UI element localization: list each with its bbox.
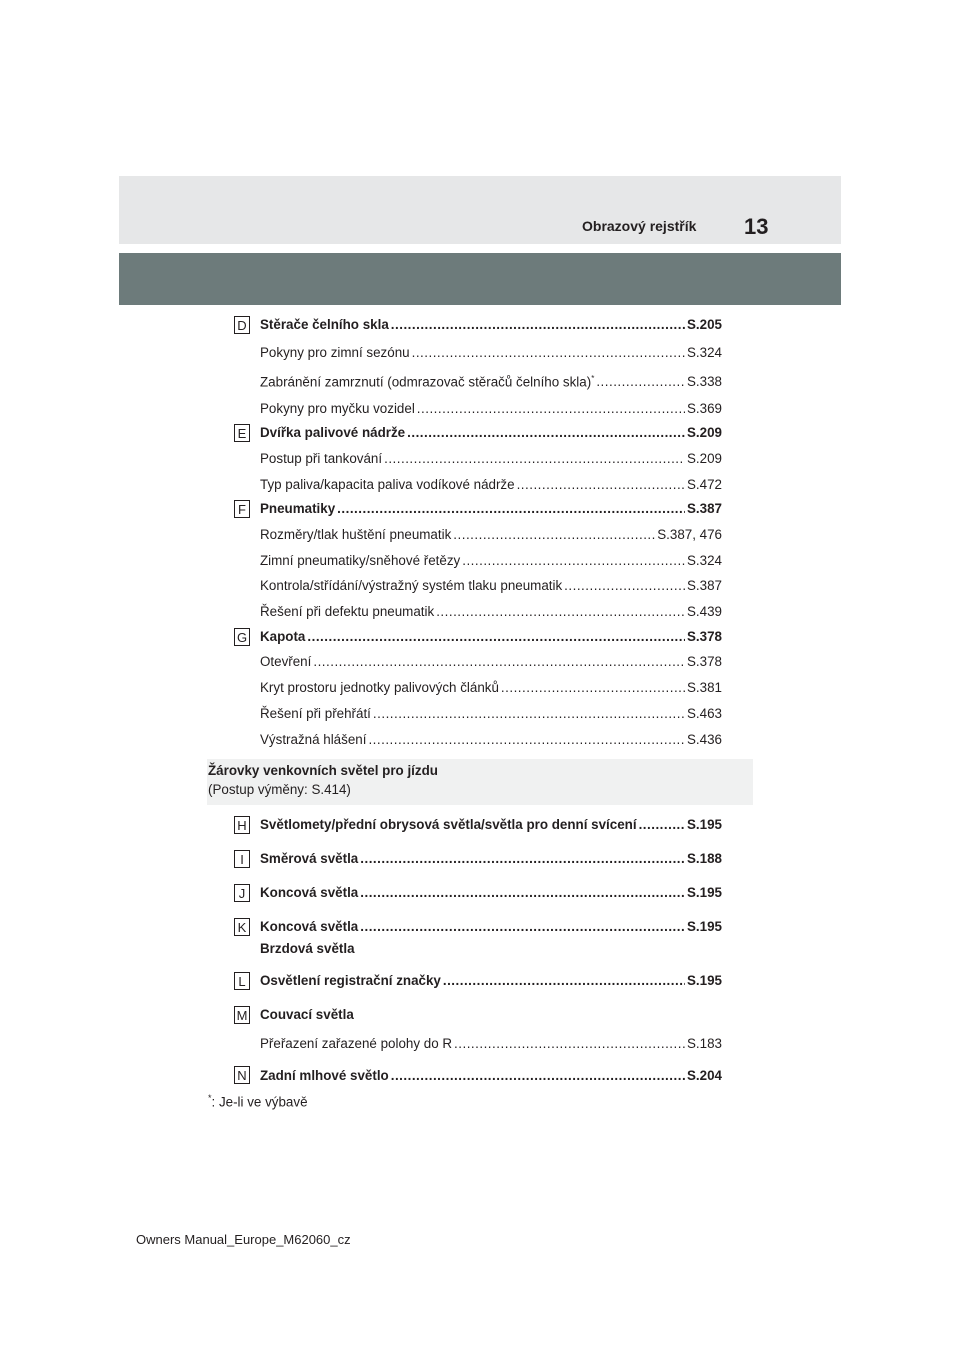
entry-label: Světlomety/přední obrysová světla/světla pro denní svícení xyxy=(260,817,637,832)
bulbs-subtitle: (Postup výměny: S.414) xyxy=(208,782,351,797)
index-entry[interactable] xyxy=(260,578,722,596)
index-entry[interactable] xyxy=(260,706,722,724)
entry-ref: S.195 xyxy=(687,973,722,988)
entry-ref: S.387 xyxy=(687,501,722,516)
leader-dots xyxy=(391,1068,685,1083)
bulb-letter-m: M xyxy=(234,1006,250,1024)
index-entry-extra[interactable] xyxy=(260,941,722,959)
leader-dots xyxy=(360,885,685,900)
bulb-letter-n: N xyxy=(234,1066,250,1084)
index-entry[interactable] xyxy=(260,851,722,869)
entry-ref: S.209 xyxy=(687,451,722,466)
index-entry[interactable] xyxy=(260,973,722,991)
leader-dots xyxy=(639,817,685,832)
index-entry[interactable] xyxy=(260,401,722,419)
bulb-letter-j: J xyxy=(234,884,250,902)
index-entry[interactable] xyxy=(260,654,722,672)
entry-label: Řešení při přehřátí xyxy=(260,706,371,721)
leader-dots xyxy=(307,629,685,644)
entry-label xyxy=(260,374,594,389)
entry-label: Zadní mlhové světlo xyxy=(260,1068,389,1083)
index-entry[interactable] xyxy=(260,604,722,622)
footnote xyxy=(208,1093,308,1109)
entry-label: Osvětlení registrační značky xyxy=(260,973,441,988)
leader-dots xyxy=(462,553,685,568)
entry-ref: S.378 xyxy=(687,629,722,644)
bulb-letter-k: K xyxy=(234,918,250,936)
leader-dots xyxy=(391,317,685,332)
footnote-marker: * xyxy=(208,1093,212,1103)
entry-label: Stěrače čelního skla xyxy=(260,317,389,332)
leader-dots xyxy=(443,973,685,988)
index-entry[interactable] xyxy=(260,732,722,750)
bulb-letter-i: I xyxy=(234,850,250,868)
leader-dots xyxy=(313,654,685,669)
entry-ref: S.387 xyxy=(687,578,722,593)
entry-label: Kapota xyxy=(260,629,306,644)
index-entry[interactable] xyxy=(260,374,722,392)
leader-dots xyxy=(454,1036,685,1051)
entry-label: Směrová světla xyxy=(260,851,359,866)
entry-label: Pneumatiky xyxy=(260,501,336,516)
leader-dots xyxy=(436,604,685,619)
leader-dots xyxy=(360,851,685,866)
leader-dots xyxy=(407,425,685,440)
header-band xyxy=(119,176,841,244)
entry-label: Řešení při defektu pneumatik xyxy=(260,604,435,619)
index-entry[interactable] xyxy=(260,680,722,698)
leader-dots xyxy=(501,680,685,695)
leader-dots xyxy=(360,919,685,934)
entry-ref: S.439 xyxy=(687,604,722,619)
entry-label: Brzdová světla xyxy=(260,941,355,956)
entry-label: Kryt prostoru jednotky palivových článků xyxy=(260,680,499,695)
entry-ref: S.378 xyxy=(687,654,722,669)
entry-ref: S.188 xyxy=(687,851,722,866)
entry-ref: S.369 xyxy=(687,401,722,416)
entry-label: Koncová světla xyxy=(260,885,359,900)
entry-ref: S.195 xyxy=(687,919,722,934)
section-letter-f: F xyxy=(234,500,250,518)
leader-dots xyxy=(517,477,685,492)
entry-label: Zimní pneumatiky/sněhové řetězy xyxy=(260,553,461,568)
entry-label: Typ paliva/kapacita paliva vodíkové nádrže xyxy=(260,477,515,492)
entry-label: Koncová světla xyxy=(260,919,359,934)
section-letter-d: D xyxy=(234,316,250,334)
index-entry[interactable] xyxy=(260,451,722,469)
index-entry[interactable] xyxy=(260,1068,722,1086)
entry-ref: S.183 xyxy=(687,1036,722,1051)
entry-label: Rozměry/tlak huštění pneumatik xyxy=(260,527,452,542)
illustration-band xyxy=(119,253,841,305)
entry-ref: S.338 xyxy=(687,374,722,390)
index-entry[interactable] xyxy=(260,477,722,495)
index-entry[interactable] xyxy=(260,527,722,545)
bulb-letter-l: L xyxy=(234,972,250,990)
entry-ref: S.472 xyxy=(687,477,722,492)
leader-dots xyxy=(412,345,685,360)
entry-ref: S.324 xyxy=(687,345,722,360)
document-footer: Owners Manual_Europe_M62060_cz xyxy=(136,1232,351,1247)
entry-ref: S.204 xyxy=(687,1068,722,1083)
entry-label: Couvací světla xyxy=(260,1007,354,1022)
leader-dots xyxy=(373,706,685,721)
index-entry[interactable] xyxy=(260,553,722,571)
leader-dots xyxy=(596,374,685,389)
entry-label: Postup při tankování xyxy=(260,451,383,466)
index-entry[interactable] xyxy=(260,425,722,443)
leader-dots xyxy=(453,527,655,542)
bulb-letter-h: H xyxy=(234,816,250,834)
page-number: 13 xyxy=(744,214,769,239)
entry-label: Pokyny pro myčku vozidel xyxy=(260,401,415,416)
entry-label: Výstražná hlášení xyxy=(260,732,367,747)
index-entry[interactable] xyxy=(260,817,722,835)
entry-ref: S.209 xyxy=(687,425,722,440)
entry-label: Přeřazení zařazené polohy do R xyxy=(260,1036,453,1051)
index-entry[interactable] xyxy=(260,919,722,937)
index-entry[interactable] xyxy=(260,317,722,335)
footnote-text: : Je-li ve výbavě xyxy=(211,1094,308,1110)
leader-dots xyxy=(564,578,685,593)
entry-ref: S.324 xyxy=(687,553,722,568)
entry-label: Otevření xyxy=(260,654,312,669)
entry-ref: S.195 xyxy=(687,885,722,900)
index-entry[interactable] xyxy=(260,501,722,519)
leader-dots xyxy=(384,451,685,466)
footnote-marker: * xyxy=(591,374,595,383)
index-entry[interactable] xyxy=(260,629,722,647)
section-letter-g: G xyxy=(234,628,250,646)
entry-ref: S.381 xyxy=(687,680,722,695)
entry-label: Kontrola/střídání/výstražný systém tlaku pneumatik xyxy=(260,578,563,593)
entry-label-text: Zabránění zamrznutí (odmrazovač stěračů čelního skla) xyxy=(260,374,592,390)
leader-dots xyxy=(368,732,685,747)
entry-ref: S.205 xyxy=(687,317,722,332)
index-entry[interactable] xyxy=(260,1007,722,1025)
index-entry[interactable] xyxy=(260,885,722,903)
bulbs-title: Žárovky venkovních světel pro jízdu xyxy=(208,763,438,778)
entry-label: Pokyny pro zimní sezónu xyxy=(260,345,410,360)
entry-ref: S.436 xyxy=(687,732,722,747)
section-title: Obrazový rejstřík xyxy=(582,218,697,234)
leader-dots xyxy=(337,501,685,516)
index-entry[interactable] xyxy=(260,345,722,363)
entry-label: Dvířka palivové nádrže xyxy=(260,425,406,440)
entry-ref: S.387, 476 xyxy=(657,527,722,542)
entry-ref: S.463 xyxy=(687,706,722,721)
entry-ref: S.195 xyxy=(687,817,722,832)
section-letter-e: E xyxy=(234,424,250,442)
leader-dots xyxy=(417,401,685,416)
index-entry[interactable] xyxy=(260,1036,722,1054)
